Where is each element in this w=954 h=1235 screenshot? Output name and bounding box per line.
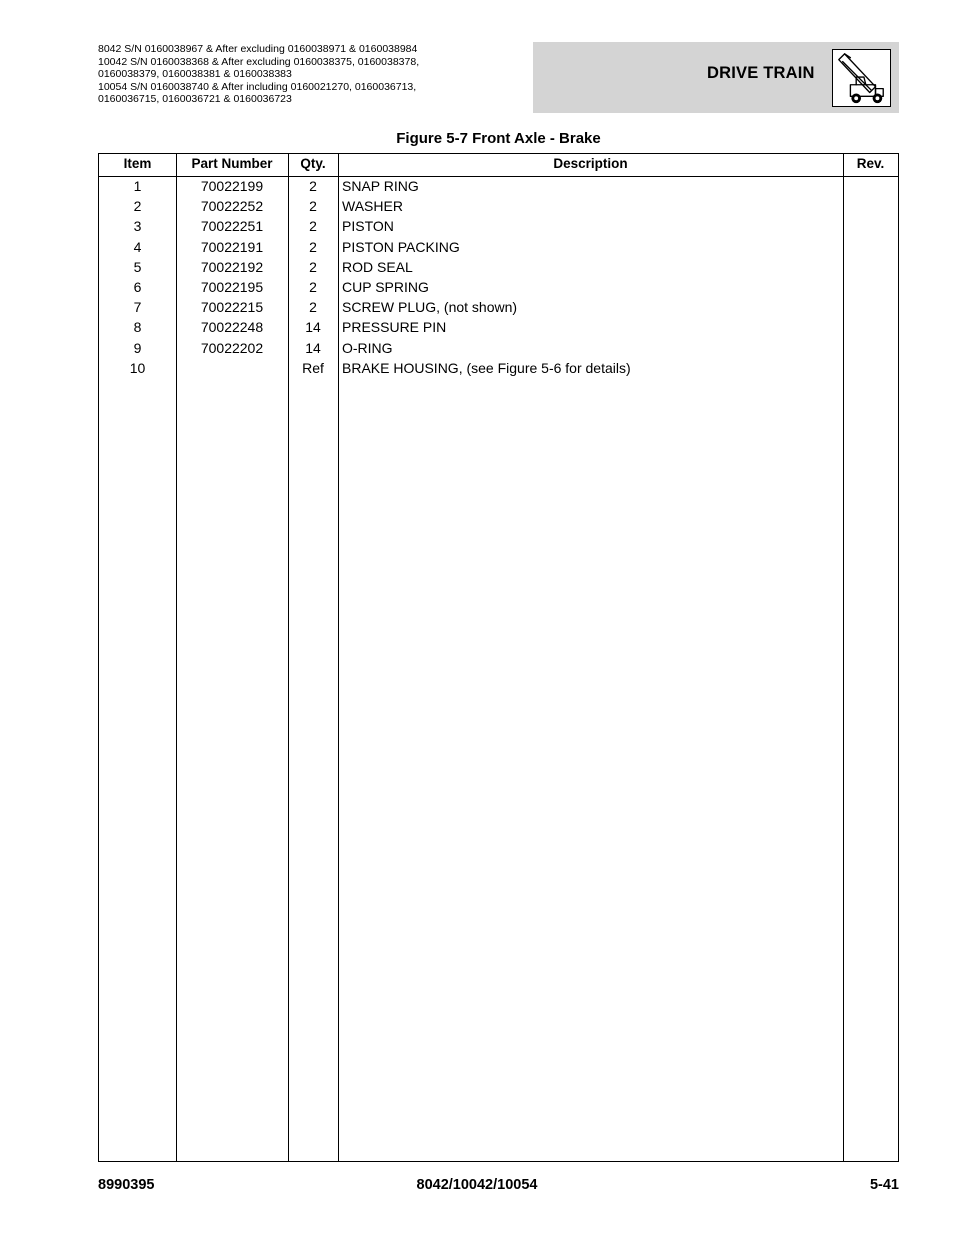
part-number: 70022202 xyxy=(200,339,264,356)
description: WASHER xyxy=(342,198,403,215)
item-number: 9 xyxy=(133,339,142,356)
serial-line: 0160036715, 0160036721 & 0160036723 xyxy=(98,93,292,106)
section-title: DRIVE TRAIN xyxy=(707,64,815,82)
part-number: 70022199 xyxy=(200,178,264,194)
table-row xyxy=(99,338,898,358)
footer-page-number: 5-41 xyxy=(869,1177,899,1193)
description: PISTON xyxy=(342,218,394,235)
column-header-description: Description xyxy=(553,156,628,171)
item-number: 4 xyxy=(133,238,142,255)
figure-title: Figure 5-7 Front Axle - Brake xyxy=(396,130,601,147)
table-row xyxy=(99,237,898,257)
quantity: 2 xyxy=(309,198,317,215)
description: PRESSURE PIN xyxy=(342,319,447,336)
part-number: 70022251 xyxy=(200,218,264,235)
table-row xyxy=(99,257,898,277)
description: SNAP RING xyxy=(342,178,419,194)
description: SCREW PLUG, (not shown) xyxy=(342,299,518,316)
part-number: 70022191 xyxy=(200,238,264,255)
serial-line: 10054 S/N 0160038740 & After including 0160021270, 0160036713, xyxy=(98,80,417,93)
column-header-rev: Rev. xyxy=(856,156,885,171)
serial-line: 8042 S/N 0160038967 & After excluding 0160038971 & 0160038984 xyxy=(98,43,418,55)
item-number: 7 xyxy=(133,299,142,316)
quantity: 2 xyxy=(309,278,317,295)
table-body xyxy=(99,176,898,378)
part-number: 70022252 xyxy=(200,198,264,215)
quantity: 14 xyxy=(305,319,321,336)
column-header-item: Item xyxy=(123,156,152,171)
quantity: 2 xyxy=(309,178,317,194)
quantity: 2 xyxy=(309,218,317,235)
quantity: 14 xyxy=(305,339,321,356)
part-number: 70022215 xyxy=(200,299,264,316)
item-number: 2 xyxy=(133,198,142,215)
part-number: 70022195 xyxy=(200,278,264,295)
table-row xyxy=(99,358,898,378)
serial-line: 10042 S/N 0160038368 & After excluding 0160038375, 0160038378, xyxy=(98,55,420,68)
quantity: 2 xyxy=(309,299,317,316)
description: ROD SEAL xyxy=(342,258,413,275)
serial-number-block xyxy=(98,43,518,106)
item-number: 3 xyxy=(133,218,142,235)
description: CUP SPRING xyxy=(342,278,429,295)
item-number: 5 xyxy=(133,258,142,275)
quantity: 2 xyxy=(309,238,317,255)
quantity: Ref xyxy=(302,359,324,376)
table-row xyxy=(99,216,898,236)
serial-line: 0160038379, 0160038381 & 0160038383 xyxy=(98,68,292,81)
item-number: 1 xyxy=(133,178,142,194)
table-row xyxy=(99,176,898,196)
footer-document-number: 8990395 xyxy=(98,1177,155,1193)
table-row xyxy=(99,196,898,216)
table-row xyxy=(99,277,898,297)
description: PISTON PACKING xyxy=(342,238,460,255)
item-number: 8 xyxy=(133,319,142,336)
column-header-part-number: Part Number xyxy=(191,156,273,171)
part-number: 70022192 xyxy=(200,258,264,275)
column-header-qty: Qty. xyxy=(300,156,326,171)
item-number: 6 xyxy=(133,278,142,295)
telehandler-icon xyxy=(832,49,891,107)
table-row xyxy=(99,297,898,317)
item-number: 10 xyxy=(129,359,146,376)
footer-model-numbers: 8042/10042/10054 xyxy=(416,1177,538,1193)
quantity: 2 xyxy=(309,258,317,275)
description: O-RING xyxy=(342,339,393,356)
table-row xyxy=(99,317,898,337)
part-number: 70022248 xyxy=(200,319,264,336)
parts-table xyxy=(98,153,899,1162)
description: BRAKE HOUSING, (see Figure 5-6 for details) xyxy=(342,359,631,376)
